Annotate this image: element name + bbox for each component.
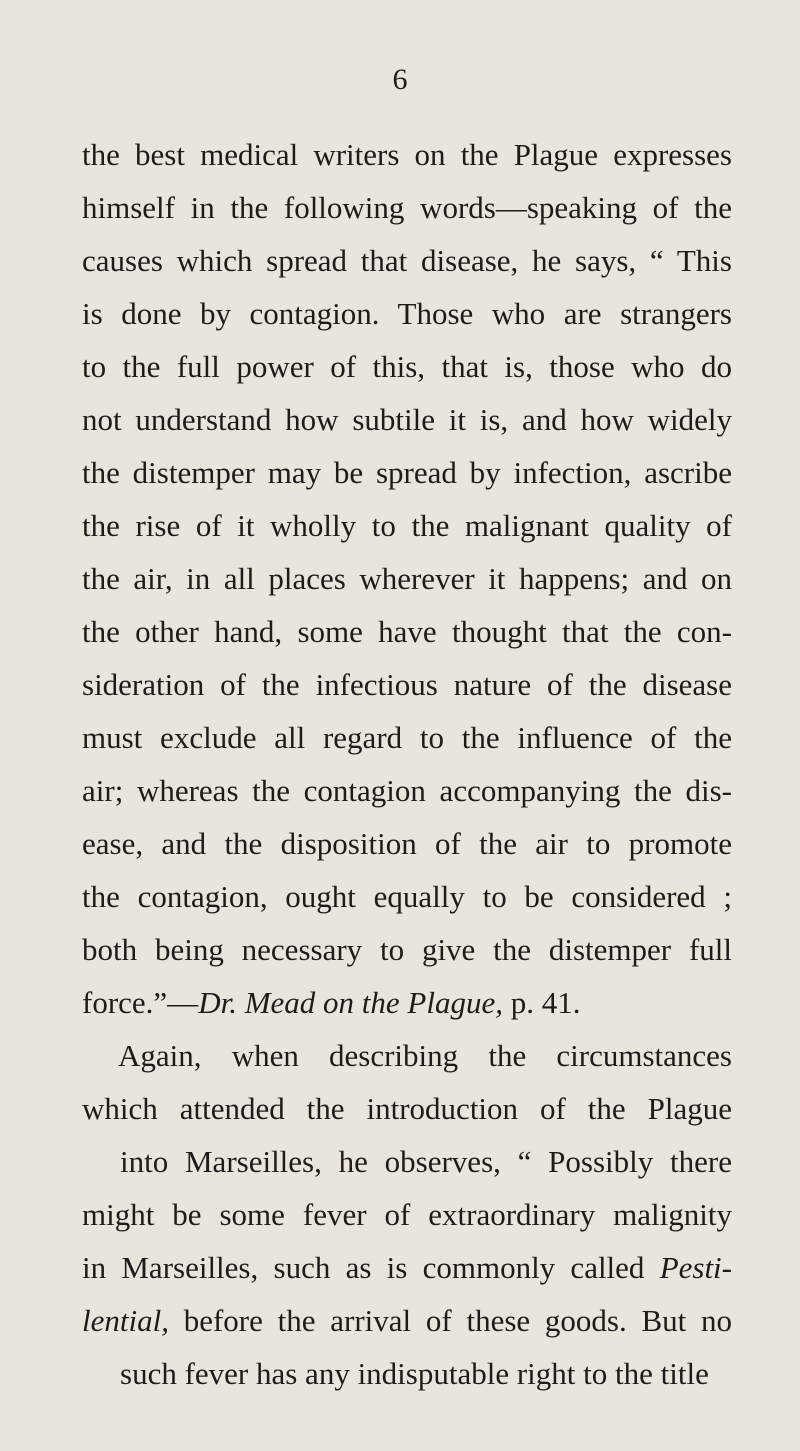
text-line: the contagion, ought equally to be considered ; bbox=[82, 879, 732, 914]
text-line bbox=[82, 1248, 732, 1288]
text-span: before the arrival of these goods. But no bbox=[168, 1303, 732, 1338]
text-line: Again, when describing the circumstances bbox=[118, 1038, 732, 1073]
text-line: might be some fever of extraordinary malignity bbox=[82, 1197, 732, 1232]
text-line: ease, and the disposition of the air to promote bbox=[82, 826, 732, 861]
text-line: must exclude all regard to the influence of the bbox=[82, 720, 732, 755]
text-line: the rise of it wholly to the malignant quality of bbox=[82, 508, 732, 543]
text-line: both being necessary to give the distemper full bbox=[82, 932, 732, 967]
citation-line bbox=[82, 983, 732, 1023]
text-line: the distemper may be spread by infection, ascribe bbox=[82, 455, 732, 490]
text-line: air; whereas the contagion accompanying the dis- bbox=[82, 773, 732, 808]
citation-source: Dr. Mead on the Plague, bbox=[198, 985, 503, 1020]
text-line: himself in the following words—speaking of the bbox=[82, 190, 732, 225]
text-line bbox=[82, 1301, 732, 1341]
text-line: to the full power of this, that is, those who do bbox=[82, 349, 732, 384]
text-line: causes which spread that disease, he says, “ This bbox=[82, 243, 732, 278]
text-line: is done by contagion. Those who are strangers bbox=[82, 296, 732, 331]
text-span: in Marseilles, such as is commonly called bbox=[82, 1250, 660, 1285]
text-line: the other hand, some have thought that the con- bbox=[82, 614, 732, 649]
italic-word: Pesti- bbox=[659, 1250, 732, 1285]
text-line: not understand how subtile it is, and how widely bbox=[82, 402, 732, 437]
text-line: into Marseilles, he observes, “ Possibly there bbox=[120, 1144, 732, 1179]
page-number: 6 bbox=[392, 63, 408, 96]
text-line: such fever has any indisputable right to the title bbox=[120, 1356, 709, 1391]
citation-prefix: force.”— bbox=[82, 985, 199, 1020]
text-line: sideration of the infectious nature of the disease bbox=[82, 667, 732, 702]
citation-suffix: p. 41. bbox=[502, 985, 581, 1020]
text-line: the best medical writers on the Plague expresses bbox=[82, 137, 732, 172]
text-line: the air, in all places wherever it happens; and on bbox=[82, 561, 732, 596]
text-line: which attended the introduction of the Plague bbox=[82, 1091, 732, 1126]
italic-word: lential, bbox=[82, 1303, 169, 1338]
